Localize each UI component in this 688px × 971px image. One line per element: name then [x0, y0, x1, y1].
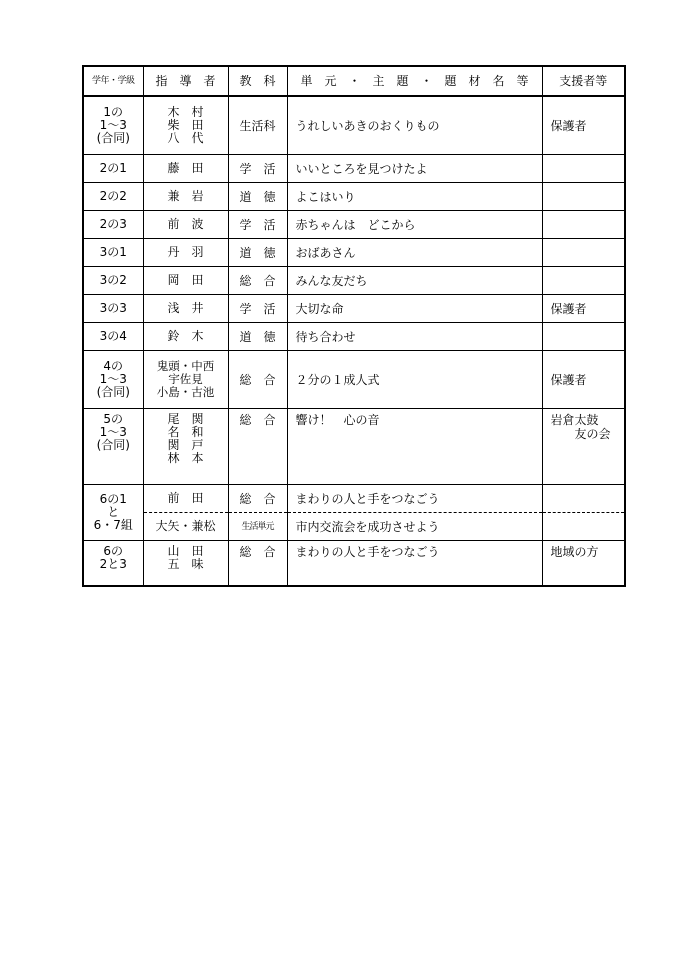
- subject-cell: 総 合: [228, 351, 287, 409]
- topic-cell: いいところを見つけたよ: [287, 155, 542, 183]
- topic-cell: うれしいあきのおくりもの: [287, 96, 542, 155]
- teacher-cell: 前 田: [143, 485, 228, 513]
- subject-cell: 学 活: [228, 295, 287, 323]
- supporter-cell: 地域の方: [542, 541, 625, 587]
- teacher-cell: 浅 井: [143, 295, 228, 323]
- topic-cell: よこはいり: [287, 183, 542, 211]
- table-header-row: [83, 66, 625, 96]
- teacher-cell: 岡 田: [143, 267, 228, 295]
- table-row: [83, 541, 625, 587]
- supporter-cell: 岩倉太鼓 友の会: [542, 409, 625, 485]
- header-supporter: 支援者等: [542, 66, 625, 96]
- table-row: [83, 323, 625, 351]
- topic-cell: 赤ちゃんは どこから: [287, 211, 542, 239]
- teacher-cell: 尾 関 名 和 関 戸 林 本: [143, 409, 228, 485]
- teacher-cell: 木 村 柴 田 八 代: [143, 96, 228, 155]
- subject-cell: 学 活: [228, 155, 287, 183]
- class-cell: 2の3: [83, 211, 143, 239]
- topic-cell: ２分の１成人式: [287, 351, 542, 409]
- topic-cell: まわりの人と手をつなごう: [287, 485, 542, 513]
- subject-cell: 道 徳: [228, 239, 287, 267]
- table-row: [83, 513, 625, 541]
- class-cell: 2の2: [83, 183, 143, 211]
- topic-cell: 響け！ 心の音: [287, 409, 542, 485]
- table-row: [83, 351, 625, 409]
- table-row: [83, 211, 625, 239]
- teacher-cell: 丹 羽: [143, 239, 228, 267]
- supporter-cell: [542, 323, 625, 351]
- table-row: [83, 239, 625, 267]
- subject-cell: 学 活: [228, 211, 287, 239]
- subject-cell: 道 徳: [228, 183, 287, 211]
- teacher-cell: 大矢・兼松: [143, 513, 228, 541]
- teacher-cell: 藤 田: [143, 155, 228, 183]
- subject-cell: 総 合: [228, 541, 287, 587]
- subject-cell: 総 合: [228, 485, 287, 513]
- topic-cell: 待ち合わせ: [287, 323, 542, 351]
- table-row: [83, 183, 625, 211]
- subject-cell: 総 合: [228, 409, 287, 485]
- table-row: [83, 295, 625, 323]
- supporter-cell: 保護者: [542, 295, 625, 323]
- table-row: [83, 485, 625, 513]
- topic-cell: おばあさん: [287, 239, 542, 267]
- subject-cell: 道 徳: [228, 323, 287, 351]
- supporter-cell: [542, 267, 625, 295]
- teacher-cell: 鬼頭・中西 宇佐見 小島・古池: [143, 351, 228, 409]
- subject-cell: 生活科: [228, 96, 287, 155]
- table-row: [83, 267, 625, 295]
- header-topic: 単 元 ・ 主 題 ・ 題 材 名 等: [287, 66, 542, 96]
- topic-cell: 市内交流会を成功させよう: [287, 513, 542, 541]
- class-cell: 3の2: [83, 267, 143, 295]
- header-subject: 教 科: [228, 66, 287, 96]
- table-row: [83, 96, 625, 155]
- class-cell: 6の1 と 6・7組: [83, 485, 143, 541]
- topic-cell: 大切な命: [287, 295, 542, 323]
- supporter-cell: [542, 183, 625, 211]
- supporter-cell: [542, 211, 625, 239]
- header-class: 学年・学級: [83, 66, 143, 96]
- supporter-cell: 保護者: [542, 351, 625, 409]
- class-cell: 1の 1～3 (合同): [83, 96, 143, 155]
- teacher-cell: 鈴 木: [143, 323, 228, 351]
- table-row: [83, 409, 625, 485]
- schedule-table: [82, 65, 626, 587]
- teacher-cell: 兼 岩: [143, 183, 228, 211]
- supporter-cell: [542, 513, 625, 541]
- supporter-cell: [542, 239, 625, 267]
- subject-cell: 生活単元: [228, 513, 287, 541]
- teacher-cell: 前 波: [143, 211, 228, 239]
- class-cell: 2の1: [83, 155, 143, 183]
- teacher-cell: 山 田 五 味: [143, 541, 228, 587]
- supporter-cell: 保護者: [542, 96, 625, 155]
- class-cell: 4の 1～3 (合同): [83, 351, 143, 409]
- supporter-cell: [542, 485, 625, 513]
- supporter-cell: [542, 155, 625, 183]
- class-cell: 3の1: [83, 239, 143, 267]
- subject-cell: 総 合: [228, 267, 287, 295]
- topic-cell: みんな友だち: [287, 267, 542, 295]
- header-teacher: 指 導 者: [143, 66, 228, 96]
- class-cell: 6の 2と3: [83, 541, 143, 587]
- class-cell: 3の4: [83, 323, 143, 351]
- table-row: [83, 155, 625, 183]
- topic-cell: まわりの人と手をつなごう: [287, 541, 542, 587]
- class-cell: 5の 1～3 (合同): [83, 409, 143, 485]
- class-cell: 3の3: [83, 295, 143, 323]
